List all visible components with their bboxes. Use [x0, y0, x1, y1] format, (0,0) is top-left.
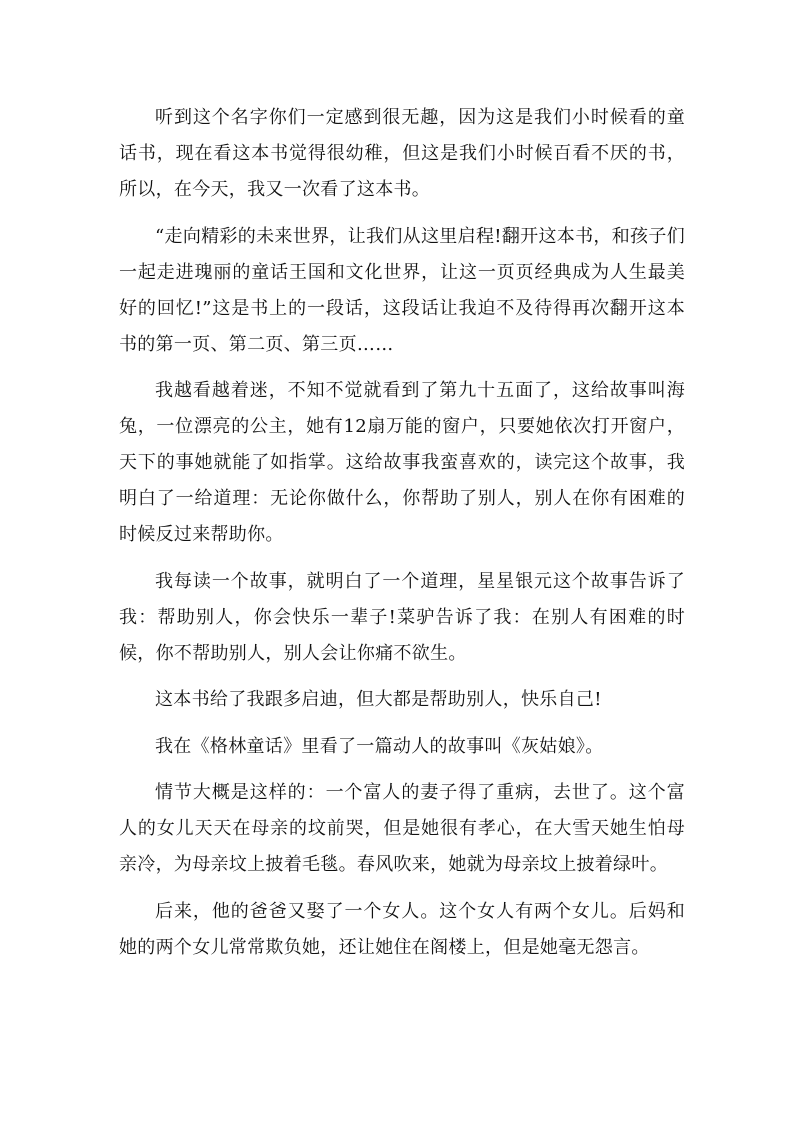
paragraph: 我每读一个故事，就明白了一个道理，星星银元这个故事告诉了我：帮助别人，你会快乐一辈子!菜驴告诉了我：在别人有困难的时候，你不帮助别人，别人会让你痛不欲生。: [119, 570, 685, 664]
paragraph: 听到这个名字你们一定感到很无趣，因为这是我们小时候看的童话书，现在看这本书觉得很幼稚，但这是我们小时候百看不厌的书，所以，在今天，我又一次看了这本书。: [119, 107, 685, 200]
paragraph: 我越看越着迷，不知不觉就看到了第九十五面了，这给故事叫海兔，一位漂亮的公主，她有12扇万能的窗户，只要她依次打开窗户，天下的事她就能了如指掌。这给故事我蛮喜欢的，读完这个故事，我明白了一给道理：无论你做什么，你帮助了别人，别人在你有困难的时候反过来帮助你。: [119, 380, 685, 545]
paragraph: 我在《格林童话》里看了一篇动人的故事叫《灰姑娘》。: [155, 735, 604, 757]
paragraph: 这本书给了我跟多启迪，但大都是帮助别人，快乐自己!: [155, 689, 602, 710]
paragraph: 情节大概是这样的：一个富人的妻子得了重病，去世了。这个富人的女儿天天在母亲的坟前哭，但是她很有孝心，在大雪天她生怕母亲冷，为母亲坟上披着毛毯。春风吹来，她就为母亲坟上披着绿叶。: [119, 782, 685, 875]
paragraph: “走向精彩的未来世界，让我们从这里启程!翻开这本书，和孩子们一起走进瑰丽的童话王国和文化世界，让这一页页经典成为人生最美好的回忆!”这是书上的一段话，这段话让我迫不及待得再次翻开这本书的第一页、第二页、第三页……: [119, 225, 685, 355]
paragraph: 后来，他的爸爸又娶了一个女人。这个女人有两个女儿。后妈和她的两个女儿常常欺负她，还让她住在阁楼上，但是她毫无怨言。: [119, 900, 685, 958]
body-text: [119, 100, 685, 976]
